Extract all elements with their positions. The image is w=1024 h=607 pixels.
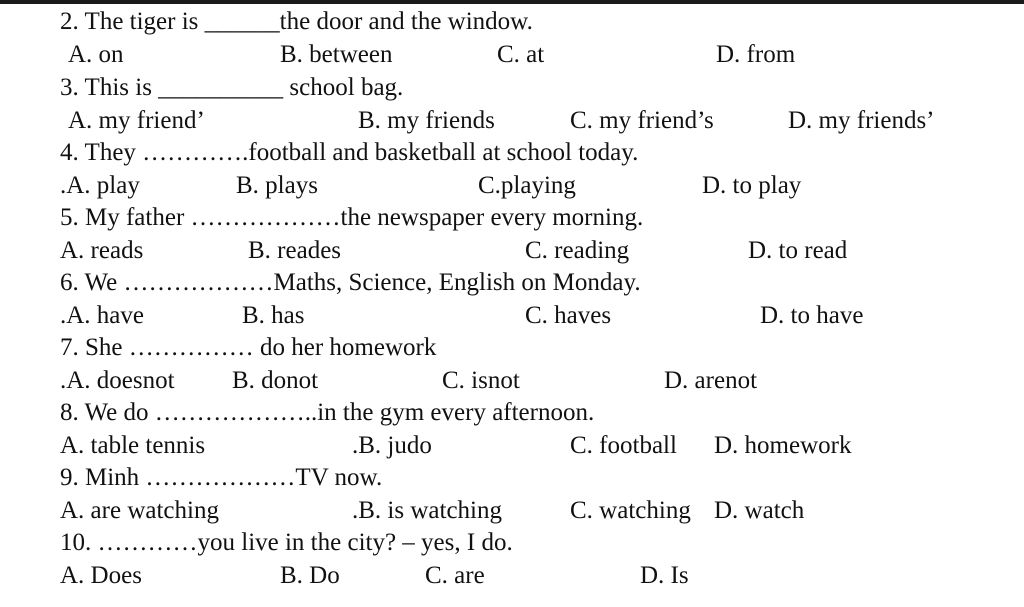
option-d[interactable]: D. to play (702, 172, 802, 199)
option-c[interactable]: C. isnot (442, 367, 520, 394)
option-a[interactable]: A. my friend’ (68, 107, 205, 134)
option-b[interactable]: B. between (280, 41, 393, 68)
option-c[interactable]: C. my friend’s (570, 107, 714, 134)
option-d[interactable]: D. to read (748, 237, 848, 264)
options-8 (0, 430, 1024, 462)
option-b[interactable]: B. reades (248, 237, 342, 264)
options-4 (0, 170, 1024, 202)
options-2 (0, 39, 1024, 71)
options-7 (0, 365, 1024, 397)
option-a[interactable]: .A. play (60, 172, 140, 199)
question-text: 10. …………you live in the city? – yes, I do. (60, 529, 513, 556)
question-10 (0, 527, 1024, 559)
option-b[interactable]: B. my friends (358, 107, 495, 134)
option-d[interactable]: D. Is (640, 562, 689, 589)
question-text: 5. My father ………………the newspaper every morning. (60, 204, 644, 231)
option-c[interactable]: C. at (497, 41, 545, 68)
question-text: 8. We do ………………..in the gym every afternoon. (60, 399, 595, 426)
question-text: 7. She …………… do her homework (60, 334, 437, 361)
question-8 (0, 397, 1024, 429)
option-a[interactable]: .A. have (60, 302, 144, 329)
options-6 (0, 300, 1024, 332)
question-text: 4. They ………….football and basketball at school today. (60, 139, 639, 166)
question-3 (0, 72, 1024, 104)
question-9 (0, 462, 1024, 494)
option-a[interactable]: A. reads (60, 237, 144, 264)
option-b[interactable]: .B. judo (352, 432, 432, 459)
option-c[interactable]: C. are (425, 562, 485, 589)
option-c[interactable]: C. watching (570, 497, 691, 524)
option-a[interactable]: A. on (68, 41, 124, 68)
option-d[interactable]: D. arenot (664, 367, 758, 394)
top-border (0, 0, 1024, 4)
question-6 (0, 267, 1024, 299)
options-3 (0, 105, 1024, 137)
option-c[interactable]: C.playing (478, 172, 576, 199)
question-text: 2. The tiger is ______the door and the window. (60, 8, 533, 35)
option-b[interactable]: B. donot (232, 367, 319, 394)
option-a[interactable]: A. Does (60, 562, 142, 589)
option-d[interactable]: D. from (716, 41, 796, 68)
option-d[interactable]: D. homework (714, 432, 852, 459)
question-4 (0, 137, 1024, 169)
option-d[interactable]: D. watch (714, 497, 805, 524)
options-9 (0, 495, 1024, 527)
option-b[interactable]: B. Do (280, 562, 340, 589)
option-b[interactable]: .B. is watching (352, 497, 502, 524)
options-5 (0, 235, 1024, 267)
question-2 (0, 6, 1024, 38)
question-7 (0, 332, 1024, 364)
question-text: 3. This is __________ school bag. (60, 74, 404, 101)
option-c[interactable]: C. haves (525, 302, 612, 329)
question-5 (0, 202, 1024, 234)
option-d[interactable]: D. my friends’ (788, 107, 935, 134)
option-d[interactable]: D. to have (760, 302, 864, 329)
options-10 (0, 560, 1024, 592)
question-text: 9. Minh ………………TV now. (60, 464, 383, 491)
option-a[interactable]: A. are watching (60, 497, 219, 524)
option-c[interactable]: C. reading (525, 237, 630, 264)
option-b[interactable]: B. plays (236, 172, 318, 199)
question-text: 6. We ………………Maths, Science, English on Monday. (60, 269, 641, 296)
option-a[interactable]: A. table tennis (60, 432, 206, 459)
option-b[interactable]: B. has (242, 302, 305, 329)
option-c[interactable]: C. football (570, 432, 677, 459)
option-a[interactable]: .A. doesnot (60, 367, 175, 394)
